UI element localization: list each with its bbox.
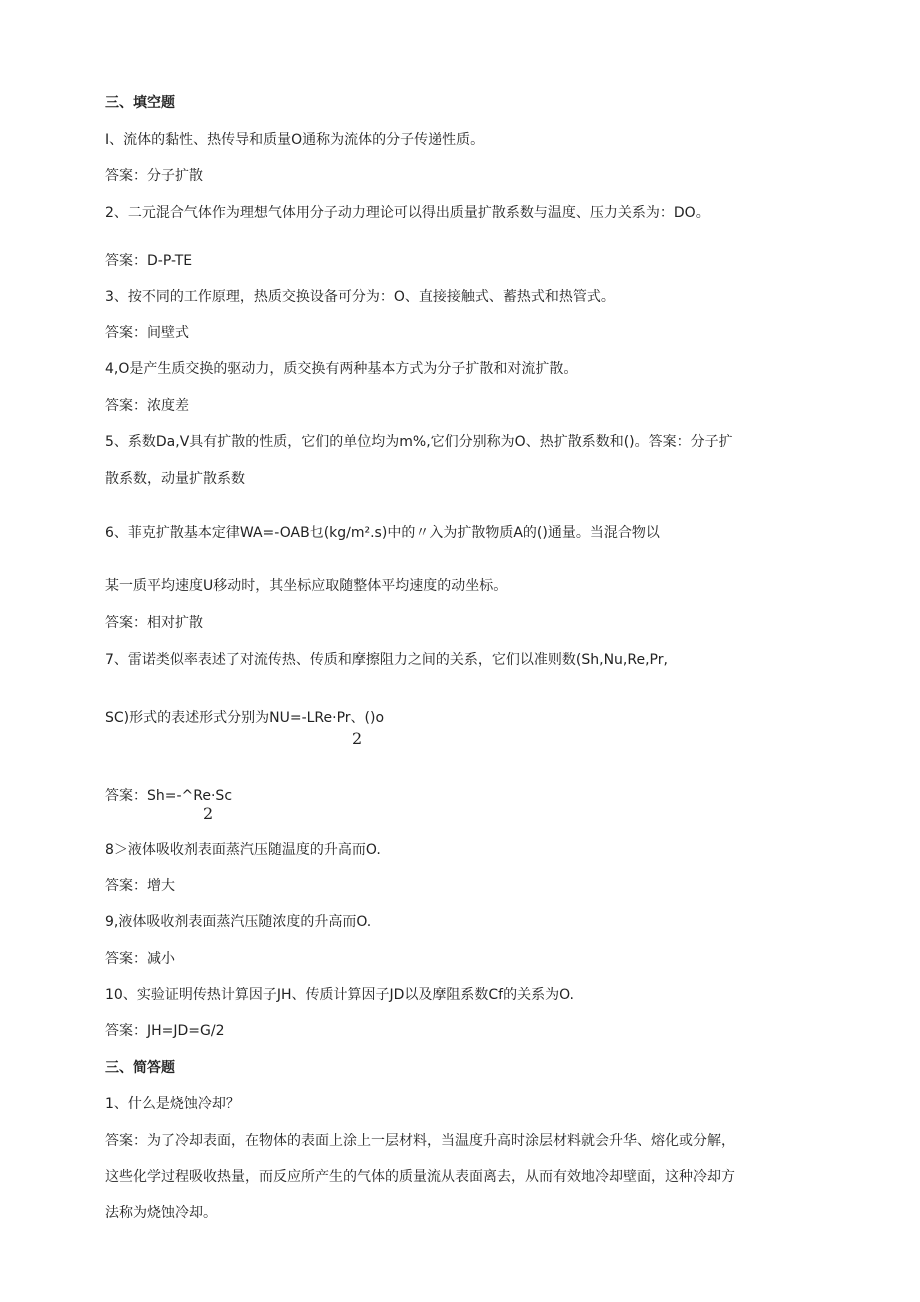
answer-10: 答案：JH=JD=G/2 [105,1023,225,1039]
answer-2: 答案：D-P-TE [105,253,193,269]
question-8: 8＞液体吸收剂表面蒸汽压随温度的升高而O. [105,842,381,858]
short-question-1: 1、什么是烧蚀冷却？ [105,1096,240,1112]
answer-9: 答案：减小 [105,951,175,967]
question-9: 9,液体吸收剂表面蒸汽压随浓度的升高而O. [105,914,372,930]
question-6-line-1: 6、菲克扩散基本定律WA=-OAB乜(kg∕m².s)中的〃入为扩散物质A的()通量。当混合物以 [105,525,660,541]
question-7-line-1: 7、雷诺类似率表述了对流传热、传质和摩擦阻力之间的关系，它们以准则数(Sh,Nu,Re,Pr, [105,652,668,668]
answer-4: 答案：浓度差 [105,398,189,414]
question-5-line-2: 散系数，动量扩散系数 [105,471,245,487]
question-5-line-1: 5、系数Da,V具有扩散的性质，它们的单位均为m%,它们分别称为O、热扩散系数和()。答案：分子扩 [105,434,733,450]
answer-8: 答案：增大 [105,878,175,894]
question-3: 3、按不同的工作原理，热质交换设备可分为：O、直接接触式、蓄热式和热管式。 [105,289,615,305]
section-heading-fill-in: 三、填空题 [105,95,175,111]
answer-6: 答案：相对扩散 [105,615,203,631]
answer-3: 答案：间壁式 [105,325,189,341]
short-answer-1-line-1: 答案：为了冷却表面，在物体的表面上涂上一层材料，当温度升高时涂层材料就会升华、熔化或分解， [105,1133,735,1149]
short-answer-1-line-3: 法称为烧蚀冷却。 [105,1205,217,1221]
question-7-line-2: SC)形式的表述形式分别为NU=-LRe·Pr、()o [105,710,385,726]
answer-7: 答案：Sh=-^Re·Sc [105,788,233,804]
question-6-line-2: 某一质平均速度U移动时，其坐标应取随整体平均速度的动坐标。 [105,578,508,594]
short-answer-1-line-2: 这些化学过程吸收热量，而反应所产生的气体的质量流从表面离去，从而有效地冷却壁面，这种冷却方 [105,1169,735,1185]
question-7-subscript: 2 [352,729,363,748]
answer-7-subscript: 2 [203,804,214,823]
question-4: 4,O是产生质交换的驱动力，质交换有两种基本方式为分子扩散和对流扩散。 [105,361,578,377]
question-10: 10、实验证明传热计算因子JH、传质计算因子JD以及摩阻系数Cf的关系为O. [105,987,574,1003]
answer-1: 答案：分子扩散 [105,168,203,184]
question-1: I、流体的黏性、热传导和质量O通称为流体的分子传递性质。 [105,132,485,148]
question-2: 2、二元混合气体作为理想气体用分子动力理论可以得出质量扩散系数与温度、压力关系为：DO。 [105,205,710,221]
section-heading-short-answer: 三、简答题 [105,1060,175,1076]
